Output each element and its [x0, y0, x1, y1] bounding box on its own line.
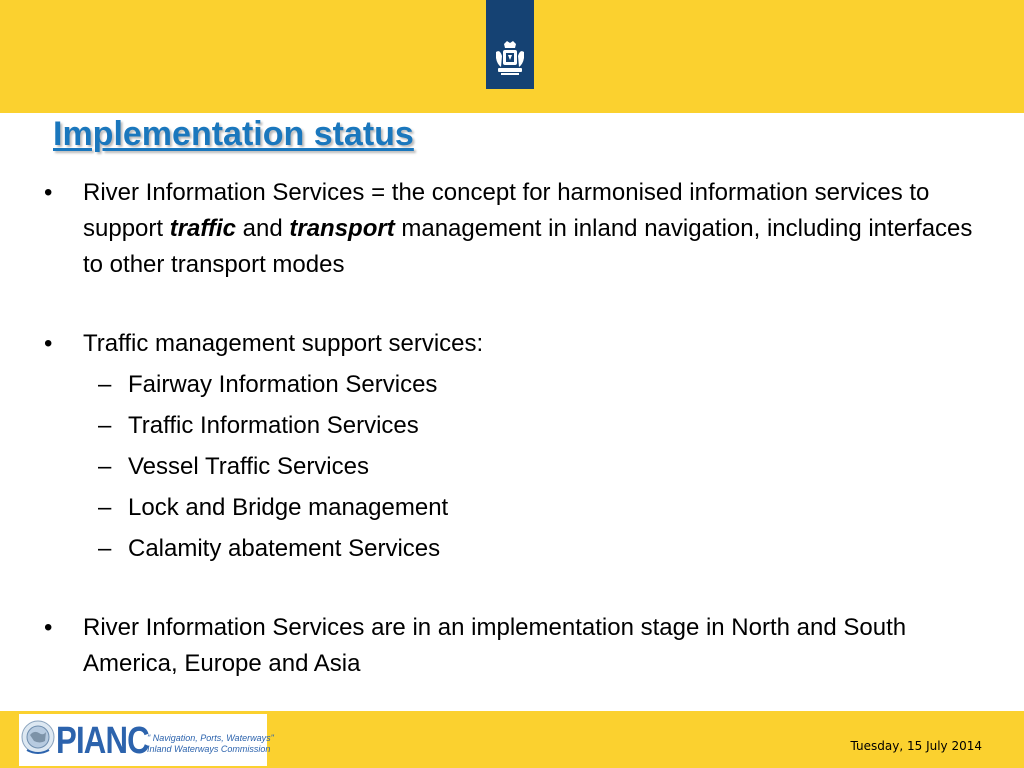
- sub-item: [40, 408, 990, 444]
- sub-item-text: Calamity abatement Services: [128, 535, 441, 562]
- bullet-item: [40, 326, 990, 362]
- sub-item: [40, 367, 990, 403]
- bullet-text: River Information Services are in an implementation stage in North and South America, Europe and Asia: [83, 614, 907, 677]
- emphasis-transport: transport: [289, 215, 395, 242]
- sub-marker: –: [98, 535, 112, 562]
- sub-marker: –: [98, 494, 112, 521]
- royal-coat-of-arms-icon: [495, 40, 525, 80]
- slide-title: Implementation status: [53, 115, 414, 153]
- tagline-line-1: " Navigation, Ports, Waterways": [147, 733, 274, 743]
- footer-date: Tuesday, 15 July 2014: [850, 739, 982, 753]
- sub-item-text: Traffic Information Services: [128, 412, 419, 439]
- bullet-marker: •: [44, 614, 53, 641]
- bullet-item: [40, 610, 990, 682]
- bullet-text: and: [235, 215, 290, 242]
- emblem-strip: [486, 0, 534, 89]
- sub-item-text: Lock and Bridge management: [128, 494, 449, 521]
- bullet-marker: •: [44, 330, 53, 357]
- sub-item-text: Vessel Traffic Services: [128, 453, 369, 480]
- sub-item: [40, 449, 990, 485]
- sub-marker: –: [98, 412, 112, 439]
- bullet-text: management in inland navigation, including interfaces to other transport modes: [83, 215, 973, 278]
- sub-marker: –: [98, 453, 112, 480]
- sub-item: [40, 531, 990, 567]
- pianc-logo-text: PIANC: [56, 720, 149, 762]
- bullet-text: Traffic management support services:: [83, 330, 484, 357]
- sub-item-text: Fairway Information Services: [128, 371, 438, 398]
- emphasis-traffic: traffic: [169, 215, 236, 242]
- pianc-logo: [19, 714, 274, 766]
- pianc-globe-icon: [21, 716, 55, 762]
- bullet-item: [40, 175, 990, 283]
- logo-tagline: [147, 733, 274, 755]
- sub-marker: –: [98, 371, 112, 398]
- bullet-marker: •: [44, 179, 53, 206]
- slide-content: [40, 175, 990, 682]
- tagline-line-2: Inland Waterways Commission: [147, 744, 271, 754]
- bullet-text: River Information Services = the concept for harmonised information services to support: [83, 179, 930, 242]
- sub-item: [40, 490, 990, 526]
